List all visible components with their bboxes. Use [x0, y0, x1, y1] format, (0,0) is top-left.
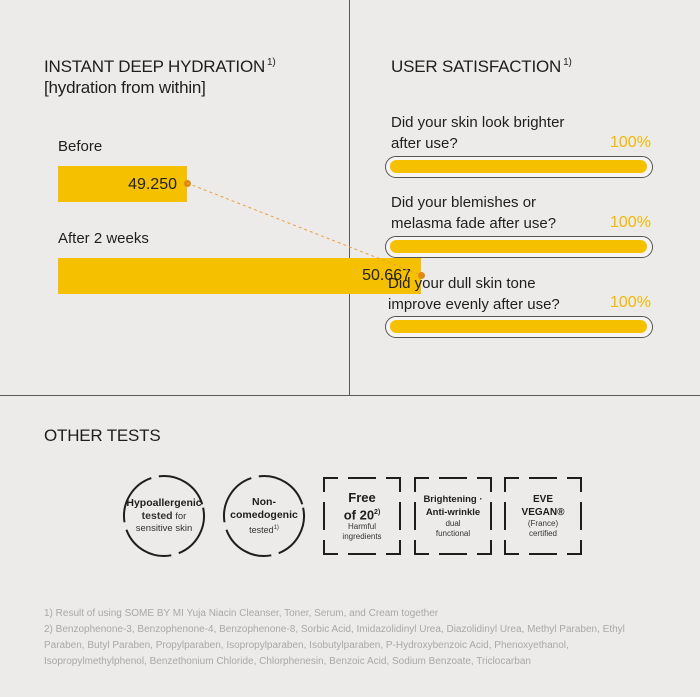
- question-2-line2: melasma fade after use?: [391, 215, 557, 232]
- badge-4-line1: Brightening ·: [423, 494, 483, 505]
- question-1-percent: 100%: [610, 134, 651, 151]
- badge-1-line2-rest: for: [172, 511, 187, 522]
- before-label: Before: [58, 138, 103, 155]
- hydration-subtitle: [hydration from within]: [44, 78, 206, 97]
- badge-4-line4: functional: [435, 529, 471, 538]
- question-2-percent: 100%: [610, 214, 651, 231]
- question-3-fill: [390, 320, 647, 333]
- question-1: [391, 112, 564, 154]
- after-label: After 2 weeks: [58, 230, 149, 247]
- question-1-track: [385, 156, 653, 178]
- question-3: [388, 273, 560, 315]
- question-3-track: [385, 316, 653, 338]
- badge-3-line1: Free: [348, 489, 376, 505]
- badge-3-footnote: 2): [374, 508, 381, 516]
- satisfaction-title: [391, 56, 572, 77]
- badge-1-line2: [142, 510, 187, 523]
- badge-5-line1: EVE: [532, 494, 553, 505]
- badge-5-line4: certified: [528, 529, 557, 538]
- hydration-title-footnote: 1): [267, 57, 276, 69]
- badge-2-line2: comedogenic: [230, 509, 298, 521]
- question-1-fill: [390, 160, 647, 173]
- badge-3-line2-text: of 20: [343, 507, 375, 523]
- badge-hypoallergenic: [122, 474, 206, 558]
- question-1-line1: Did your skin look brighter: [391, 114, 565, 131]
- badge-5-line3: (France): [527, 519, 559, 528]
- question-1-line2: after use?: [391, 135, 458, 152]
- after-value: 50.667: [362, 267, 411, 284]
- satisfaction-title-footnote: 1): [563, 57, 572, 69]
- footnote-1: 1) Result of using SOME BY MI Yuja Niacin Cleanser, Toner, Serum, and Cream together: [44, 608, 439, 619]
- footnote-2: 2) Benzophenone-3, Benzophenone-4, Benzophenone-8, Sorbic Acid, Imidazolidinyl Urea, Diazolidinyl Urea, Methyl Paraben, Ethyl Paraben, Butyl Paraben, Propylparaben, Isopropylparaben, Isobutylparaben, P-Hydroxybenzoic Acid, Phenoxyethanol, Isopropylmethylphenol, Benzethonium Chloride, Chlorphenesin, Benzoic Acid, Sodium Benzoate, Triclocarban: [44, 624, 625, 667]
- badge-free-of-20: [320, 474, 404, 558]
- badge-1-line1: Hypoallergenic: [126, 497, 202, 509]
- badge-2-line3-text: tested: [249, 525, 274, 535]
- badge-5-line2: VEGAN®: [521, 507, 565, 518]
- badge-2-line3: [249, 522, 279, 536]
- badge-brightening-anti-wrinkle: [411, 474, 495, 558]
- question-2-fill: [390, 240, 647, 253]
- badge-2-footnote: 1): [273, 525, 279, 531]
- question-3-percent: 100%: [610, 294, 651, 311]
- question-2: [391, 192, 556, 234]
- badge-1-line3: sensitive skin: [135, 523, 193, 534]
- badge-4-line3: dual: [445, 519, 461, 528]
- badge-2-line1: Non-: [252, 496, 276, 508]
- hydration-title-text: INSTANT DEEP HYDRATION: [44, 57, 266, 76]
- question-3-line2: improve evenly after use?: [388, 296, 560, 313]
- badge-eve-vegan: [501, 474, 585, 558]
- satisfaction-title-text: USER SATISFACTION: [391, 57, 562, 76]
- badge-3-line3: Harmful: [347, 522, 376, 532]
- question-2-line1: Did your blemishes or: [391, 194, 537, 211]
- other-tests-title: OTHER TESTS: [44, 426, 161, 445]
- question-3-line1: Did your dull skin tone: [388, 275, 536, 292]
- question-2-track: [385, 236, 653, 258]
- badge-3-line4: ingredients: [342, 532, 382, 542]
- badge-4-line2: Anti-wrinkle: [425, 507, 481, 518]
- badge-1-line2-bold: tested: [141, 510, 173, 522]
- badge-non-comedogenic: [222, 474, 306, 558]
- badge-3-line2: [344, 505, 381, 522]
- before-value: 49.250: [128, 176, 177, 193]
